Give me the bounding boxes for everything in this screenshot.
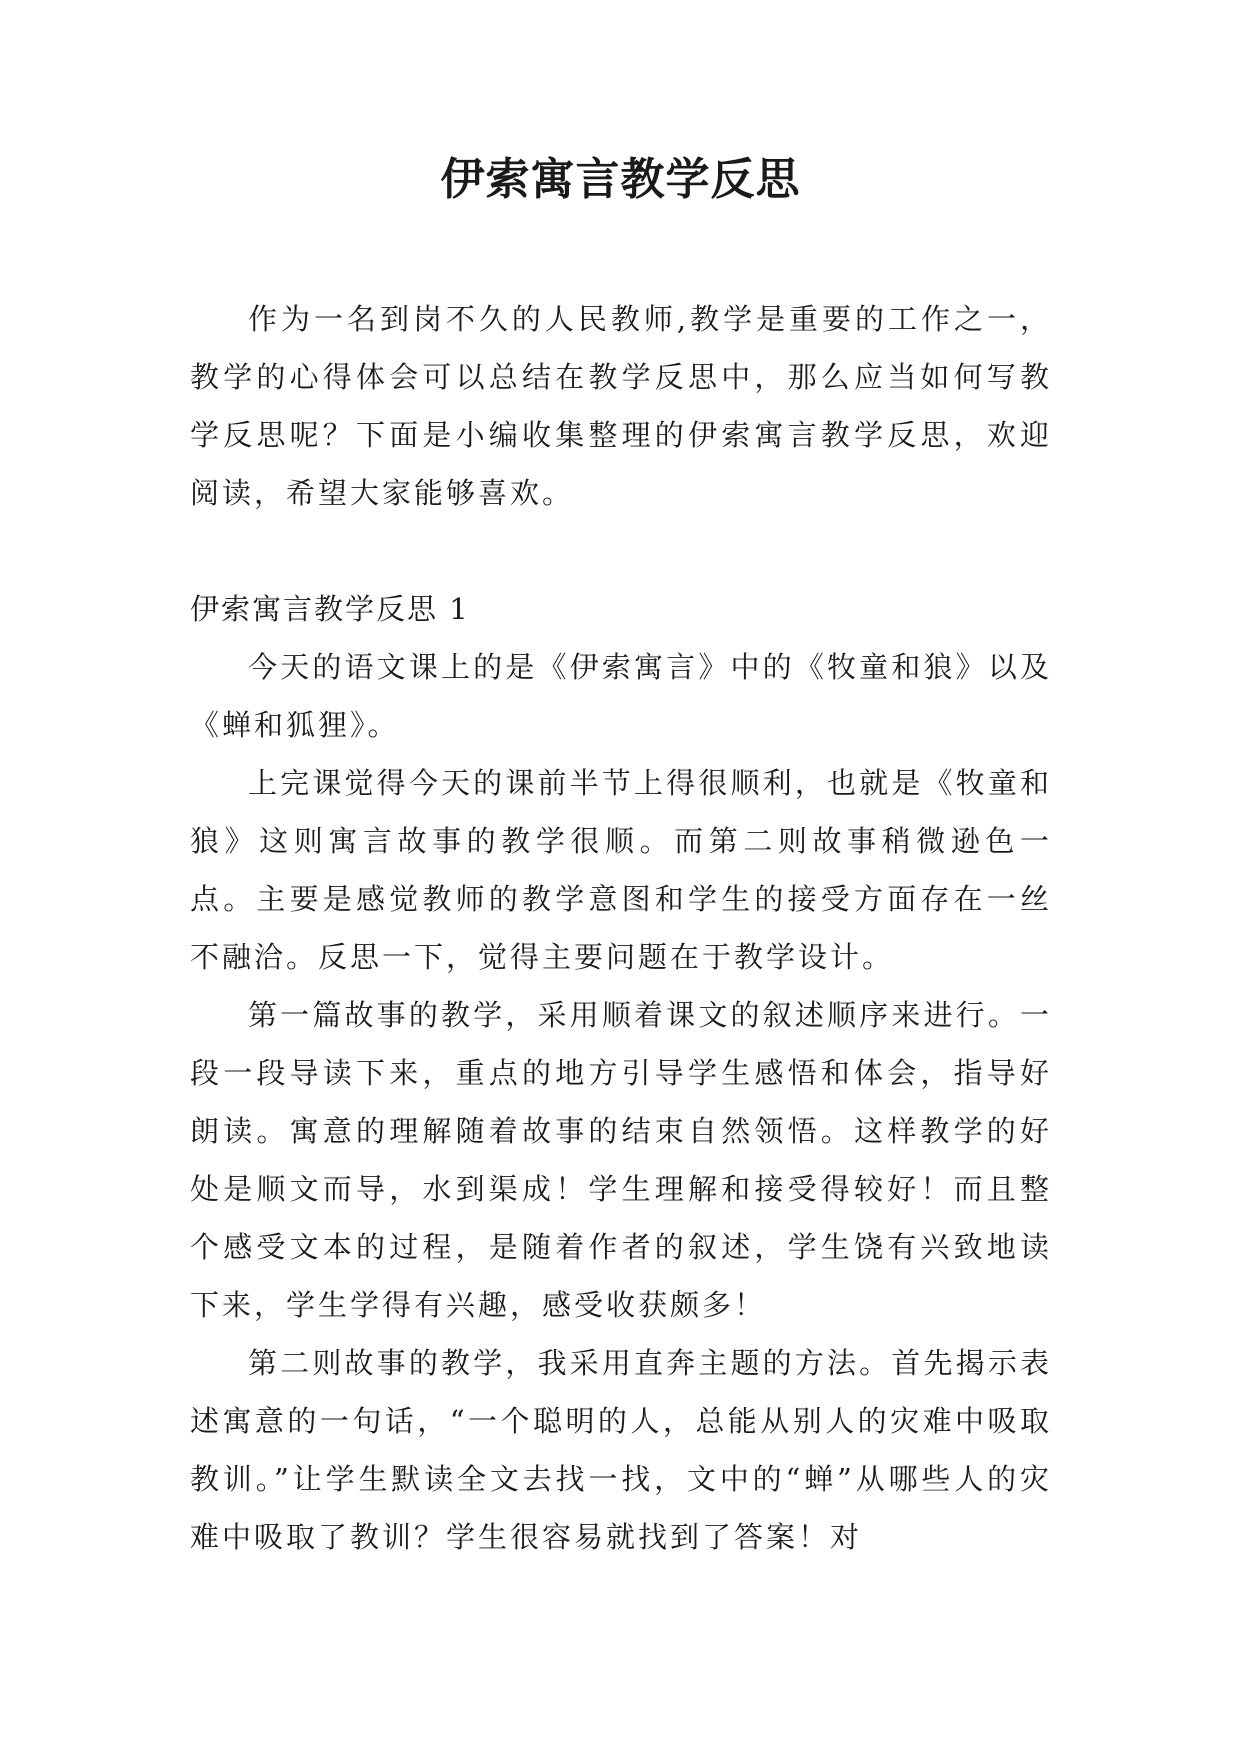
body-paragraph: 第二则故事的教学，我采用直奔主题的方法。首先揭示表述寓意的一句话，“一个聪明的人，总能从别人的灾难中吸取教训。”让学生默读全文去找一找，文中的“蝉”从哪些人的灾难中吸取了教训？学生很容易就找到了答案！对 [190,1346,1052,1554]
body-paragraph: 第一篇故事的教学，采用顺着课文的叙述顺序来进行。一段一段导读下来，重点的地方引导学生感悟和体会，指导好朗读。寓意的理解随着故事的结束自然领悟。这样教学的好处是顺文而导，水到渠成！学生理解和接受得较好！而且整个感受文本的过程，是随着作者的叙述，学生饶有兴致地读下来，学生学得有兴趣，感受收获颇多！ [190,998,1052,1322]
body-paragraph: 今天的语文课上的是《伊索寓言》中的《牧童和狼》以及《蝉和狐狸》。 [190,650,1052,742]
document-title: 伊索寓言教学反思 [440,154,801,205]
body-paragraph: 上完课觉得今天的课前半节上得很顺利，也就是《牧童和狼》这则寓言故事的教学很顺。而第二则故事稍微逊色一点。主要是感觉教师的教学意图和学生的接受方面存在一丝不融洽。反思一下，觉得主要问题在于教学设计。 [190,766,1052,974]
document-body [190,290,1052,1566]
section-heading: 伊索寓言教学反思 1 [190,592,470,626]
intro-paragraph: 作为一名到岗不久的人民教师,教学是重要的工作之一，教学的心得体会可以总结在教学反思中，那么应当如何写教学反思呢？下面是小编收集整理的伊索寓言教学反思，欢迎阅读，希望大家能够喜欢。 [190,302,1052,510]
